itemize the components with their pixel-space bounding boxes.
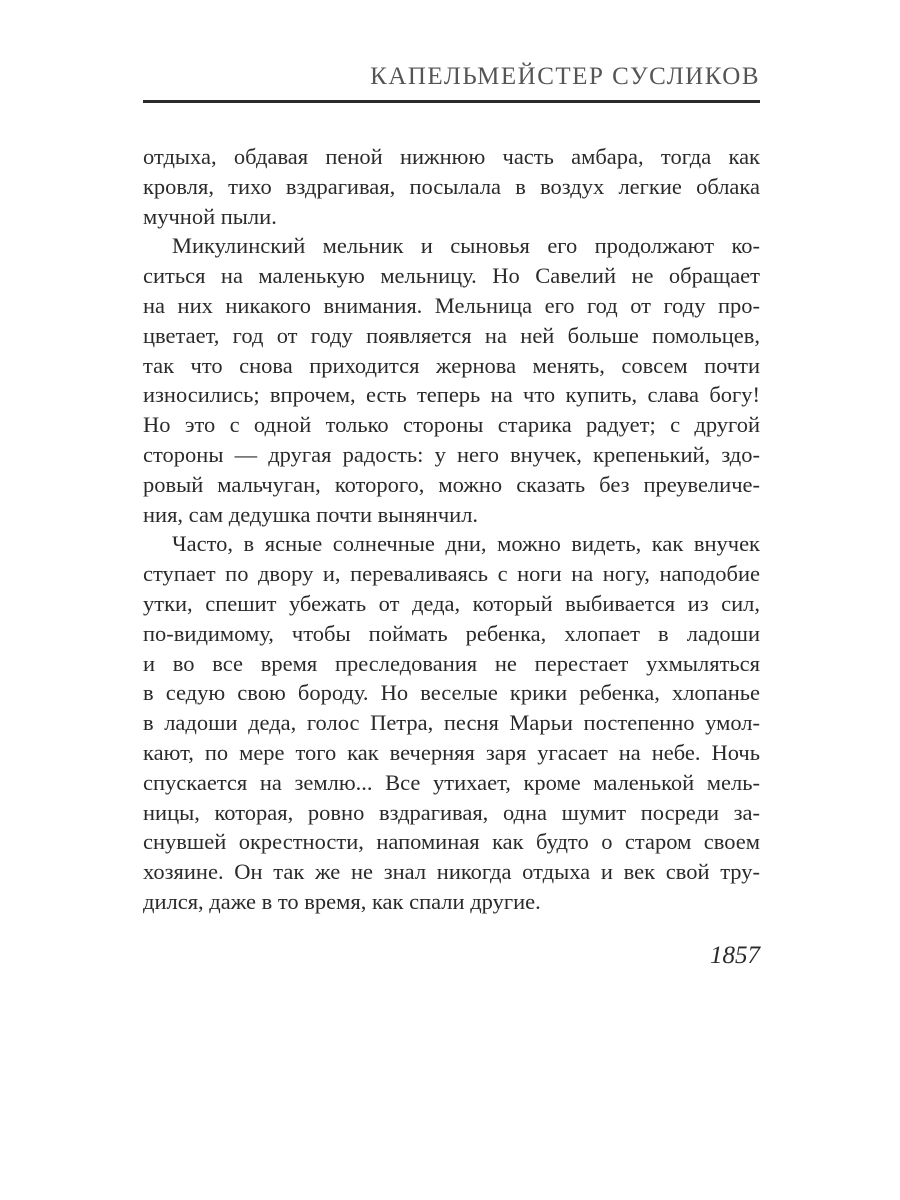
running-header: КАПЕЛЬМЕЙСТЕР СУСЛИКОВ [370, 63, 760, 90]
text-line: износились; впрочем, есть теперь на что купить, слава богу! [143, 382, 760, 408]
text-line: и во все время преследования не перестает ухмыляться [143, 650, 760, 676]
paragraph [143, 142, 760, 231]
text-line: цветает, год от году появляется на ней больше помольцев, [143, 322, 760, 348]
text-line: на них никакого внимания. Мельница его год от году про- [143, 292, 760, 318]
paragraph [143, 529, 760, 916]
text-line: стороны — другая радость: у него внучек, крепенький, здо- [143, 441, 760, 467]
text-line: ровый мальчуган, которого, можно сказать без преувеличе- [143, 471, 760, 497]
body-text [143, 142, 760, 917]
text-line: Часто, в ясные солнечные дни, можно видеть, как внучек [172, 531, 760, 557]
text-line: отдыха, обдавая пеной нижнюю часть амбара, тогда как [143, 144, 760, 169]
text-line: ницы, которая, ровно вздрагивая, одна шумит посреди за- [143, 799, 760, 825]
text-line: кают, по мере того как вечерняя заря угасает на небе. Ночь [143, 739, 760, 765]
text-line: дился, даже в то время, как спали другие. [143, 888, 541, 914]
text-line: утки, спешит убежать от деда, который выбивается из сил, [143, 590, 760, 616]
paragraph [143, 231, 760, 529]
date-of-writing: 1857 [710, 942, 760, 969]
text-line: хозяине. Он так же не знал никогда отдыха и век свой тру- [143, 859, 760, 885]
text-line: ния, сам дедушка почти вынянчил. [143, 501, 479, 527]
text-line: в седую свою бороду. Но веселые крики ребенка, хлопанье [143, 680, 760, 706]
text-line: снувшей окрестности, напоминая как будто о старом своем [143, 829, 760, 855]
header-rule [143, 100, 760, 103]
text-line: по-видимому, чтобы поймать ребенка, хлопает в ладоши [143, 620, 760, 646]
text-line: Микулинский мельник и сыновья его продолжают ко- [172, 233, 760, 259]
text-line: так что снова приходится жернова менять, совсем почти [143, 352, 760, 378]
text-line: ступает по двору и, переваливаясь с ноги на ногу, наподобие [143, 561, 760, 587]
text-line: спускается на землю... Все утихает, кроме маленькой мель- [143, 769, 760, 795]
text-line: в ладоши деда, голос Петра, песня Марьи постепенно умол- [143, 710, 760, 736]
text-line: Но это с одной только стороны старика радует; с другой [143, 412, 760, 438]
text-line: ситься на маленькую мельницу. Но Савелий не обращает [143, 263, 760, 289]
text-line: мучной пыли. [143, 203, 277, 229]
text-line: кровля, тихо вздрагивая, посылала в воздух легкие облака [143, 173, 760, 199]
